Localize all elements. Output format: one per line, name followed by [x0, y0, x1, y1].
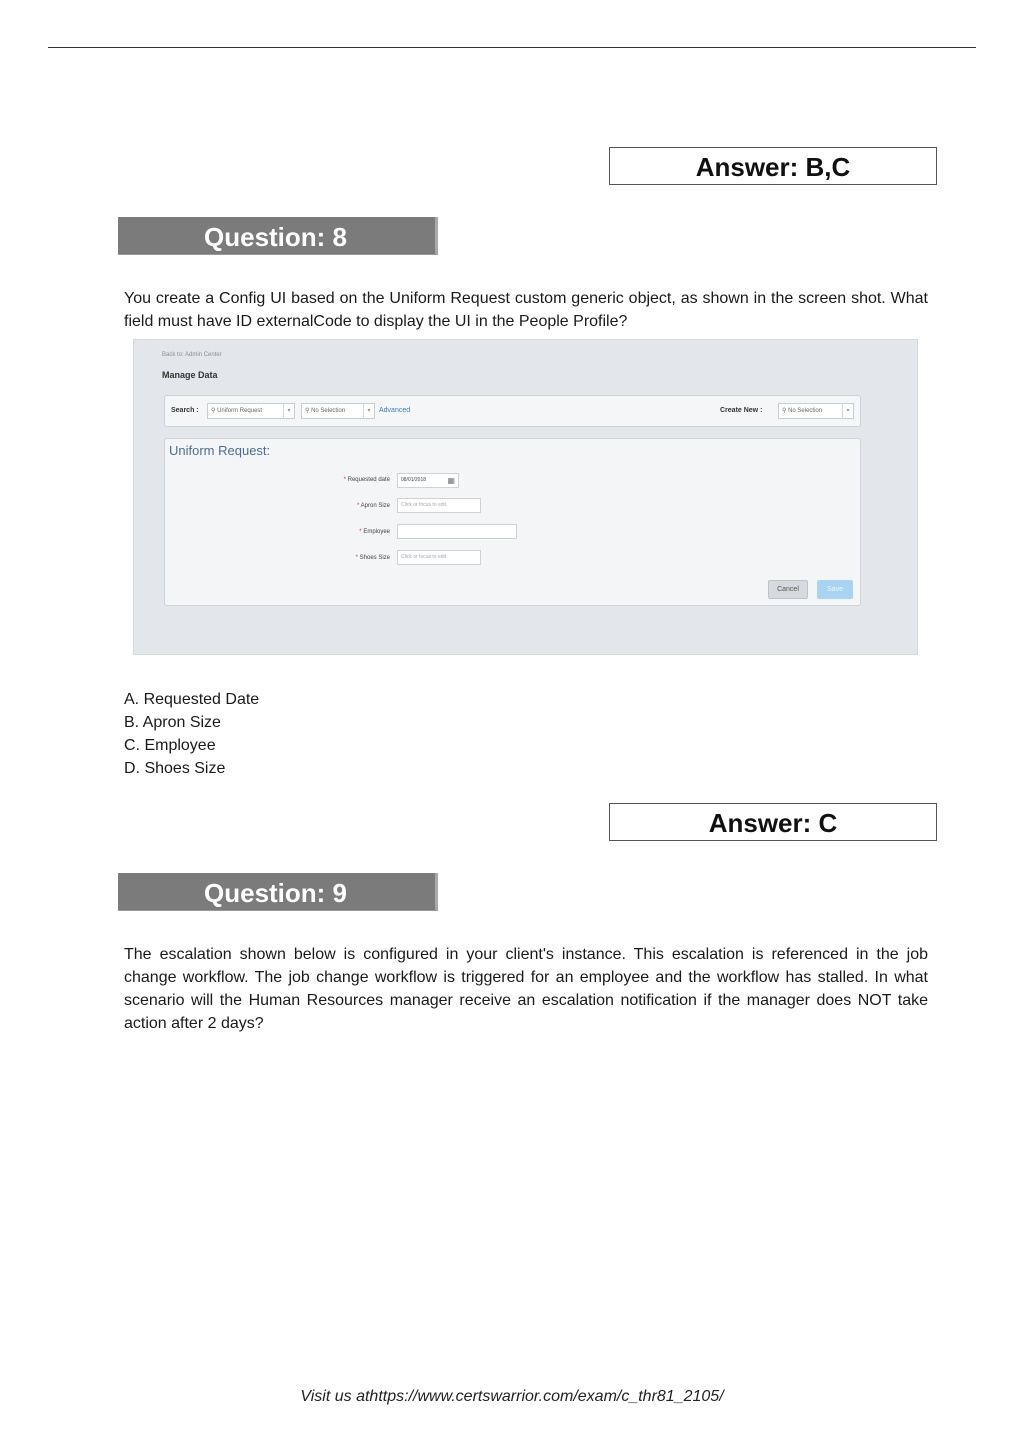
- shoes-size-label: * Shoes Size: [355, 555, 390, 561]
- manage-data-screenshot: [133, 339, 918, 655]
- search-icon: ⚲: [305, 408, 312, 414]
- form-title: Uniform Request:: [169, 443, 271, 458]
- save-button: Save: [817, 580, 853, 599]
- calendar-icon: ▦: [447, 476, 455, 485]
- question-8-options: [124, 688, 259, 780]
- search-selection-value: No Selection: [311, 408, 346, 414]
- requested-date-input: 08/01/2018 ▦: [397, 473, 459, 488]
- requested-date-label: * Requested date: [343, 477, 390, 483]
- search-object-select: [207, 403, 295, 419]
- question-9-heading: [118, 873, 438, 911]
- option-a: A. Requested Date: [124, 691, 260, 708]
- question-9-heading-text: Question: 9: [204, 878, 348, 908]
- option-d: D. Shoes Size: [124, 760, 226, 777]
- search-bar: [164, 395, 861, 427]
- search-label: Search :: [171, 407, 199, 414]
- shoes-size-input: Click or focus to edit: [397, 550, 481, 565]
- answer-box-question-8: Answer: C: [609, 803, 937, 841]
- footer-link[interactable]: Visit us athttps://www.certswarrior.com/exam/c_thr81_2105/: [300, 1388, 724, 1405]
- apron-size-label: * Apron Size: [356, 503, 390, 509]
- uniform-request-form: [164, 438, 861, 606]
- answer-box-previous: Answer: B,C: [609, 147, 937, 185]
- chevron-down-icon: ▾: [283, 404, 294, 418]
- back-link: Back to: Admin Center: [162, 352, 222, 358]
- question-9-text: The escalation shown below is configured in your client's instance. This escalation is referenced in the job change workflow. The job change workflow is triggered for an employee and the workflow has stalled. In what scenario will the Human Resources manager receive an escalation notification if the manager does NOT take action after 2 days?: [124, 946, 928, 1032]
- apron-size-input: Click or focus to edit: [397, 498, 481, 513]
- question-8-heading-text: Question: 8: [204, 222, 348, 252]
- question-8-heading: [118, 217, 438, 255]
- chevron-down-icon: ▾: [363, 404, 374, 418]
- question-8-text: You create a Config UI based on the Uniform Request custom generic object, as shown in the screen shot. What field must have ID externalCode to display the UI in the People Profile?: [124, 290, 928, 330]
- employee-label: * Employee: [359, 529, 390, 535]
- search-selection-select: [301, 403, 375, 419]
- chevron-down-icon: ▾: [842, 404, 853, 418]
- create-new-label: Create New :: [720, 407, 763, 414]
- search-icon: ⚲: [211, 408, 218, 414]
- create-new-select: [778, 403, 854, 419]
- option-c: C. Employee: [124, 737, 216, 754]
- cancel-button: Cancel: [768, 580, 808, 599]
- option-b: B. Apron Size: [124, 714, 221, 731]
- create-new-value: No Selection: [788, 408, 823, 414]
- advanced-link: Advanced: [379, 407, 411, 414]
- manage-data-title: Manage Data: [162, 370, 218, 380]
- search-object-value: Uniform Request: [217, 408, 263, 414]
- search-icon: ⚲: [782, 408, 789, 414]
- top-rule: [48, 47, 976, 48]
- employee-input: [397, 524, 517, 539]
